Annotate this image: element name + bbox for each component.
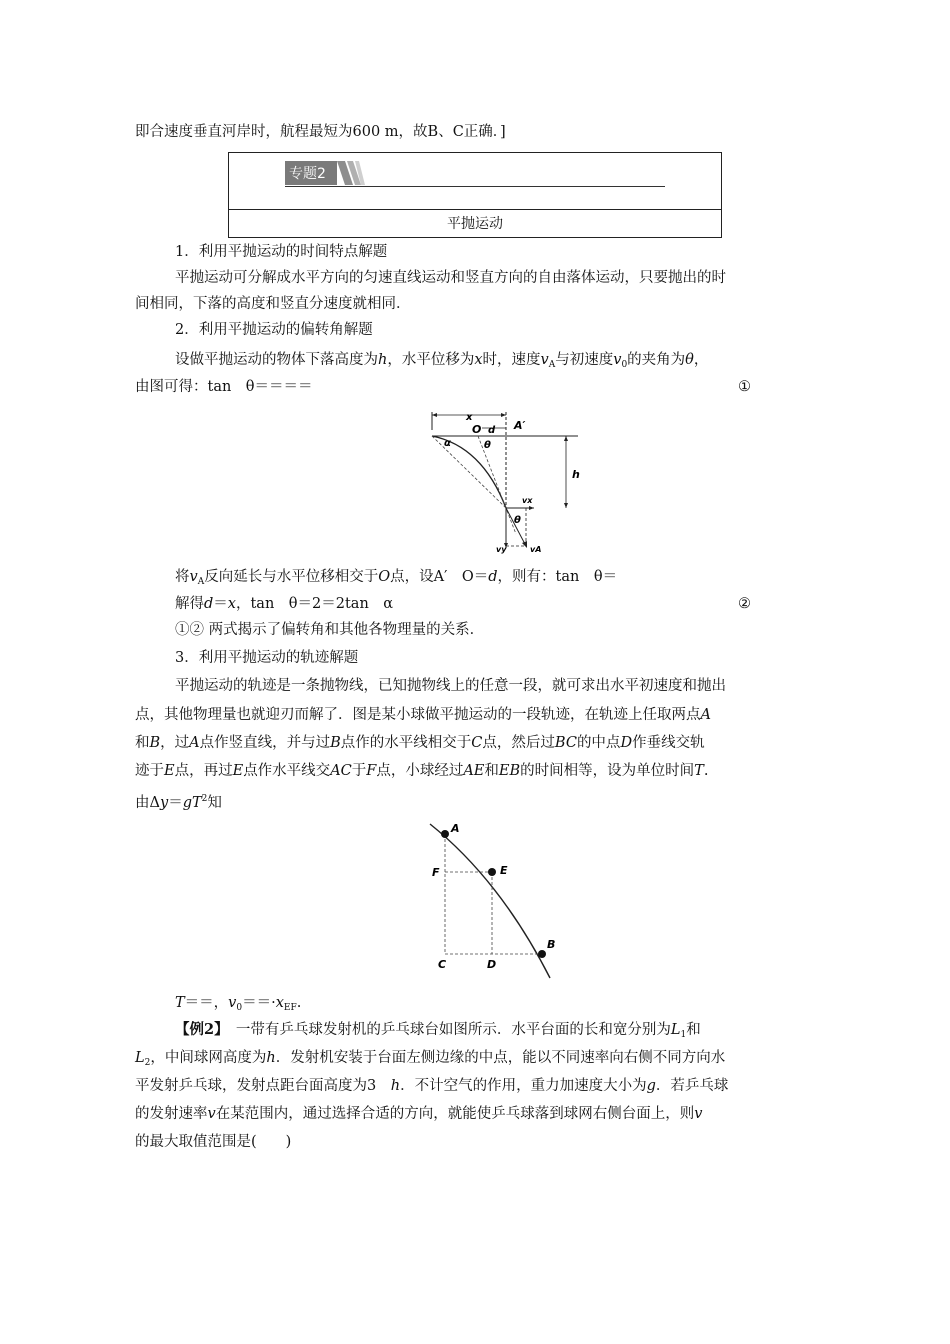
fig2-label-C: C: [438, 958, 447, 971]
topic-banner: [285, 161, 365, 185]
fig1-label-theta2: θ: [514, 515, 521, 526]
fig1-label-theta1: θ: [484, 440, 491, 451]
section-1-para-line-2: 间相同，下落的高度和竖直分速度就相同．: [135, 296, 411, 312]
fig1-label-vy: vy: [496, 545, 507, 554]
fig2-label-D: D: [487, 958, 497, 971]
section-3-para-line-5: 由$\Delta y=gT^2$知: [135, 794, 222, 811]
section-2-para-line-4: 解得d＝x，tan θ＝2＝2tan α: [175, 596, 394, 612]
fig1-label-x: x: [466, 412, 473, 423]
formula-T-v0: T＝＝，$v_0==\cdot x_{EF}$.: [175, 995, 302, 1013]
topic-banner-text: 专题2: [289, 166, 326, 182]
example-2-line-2: $L_2$，中间球网高度为h．发射机安装于台面左侧边缘的中点，能以不同速率向右侧不同方向水: [135, 1050, 726, 1068]
section-2-para-line-2: 由图可得：tan θ＝＝＝＝: [135, 379, 313, 395]
fig2-label-B: B: [547, 938, 556, 951]
equation-mark-1: ①: [738, 379, 751, 395]
example-2-line-4: 的发射速率v在某范围内，通过选择合适的方向，就能使乒乓球落到球网右侧台面上，则v: [135, 1106, 703, 1122]
fig1-label-alpha: α: [444, 438, 451, 449]
example-2-label: 【例2】: [175, 1021, 222, 1038]
section-2-para-line-3: 将$v_A$反向延长与水平位移相交于O点，设A′ O＝d，则有：tan θ＝: [175, 569, 618, 587]
topic-header-box: [228, 152, 722, 238]
section-1-heading: 1．利用平抛运动的时间特点解题: [175, 244, 388, 260]
fig2-label-F: F: [432, 866, 440, 879]
fig1-label-vx: vx: [522, 496, 533, 505]
example-2-line-3: 平发射乒乓球，发射点距台面高度为3 h．不计空气的作用，重力加速度大小为g．若乒乓球: [135, 1078, 729, 1094]
fig1-label-vA: vA: [530, 545, 542, 554]
figure-deflection-angle: [426, 406, 586, 556]
banner-underline: [285, 186, 665, 187]
example-2-line-5: 的最大取值范围是( ): [135, 1134, 292, 1150]
section-3-para-line-3: 和B，过A点作竖直线，并与过B点作的水平线相交于C点，然后过BC的中点D作垂线交轨: [135, 735, 705, 751]
figure-trajectory: [420, 820, 570, 980]
fig2-label-E: E: [500, 864, 508, 877]
section-3-para-line-4: 迹于E点，再过E点作水平线交AC于F点，小球经过AE和EB的时间相等，设为单位时间T.: [135, 763, 709, 779]
section-3-heading: 3．利用平抛运动的轨迹解题: [175, 650, 359, 666]
section-3-para-line-1: 平抛运动的轨迹是一条抛物线，已知抛物线上的任意一段，就可求出水平初速度和抛出: [175, 678, 726, 694]
section-3-para-line-2: 点，其他物理量也就迎刃而解了．图是某小球做平抛运动的一段轨迹，在轨迹上任取两点A: [135, 707, 711, 723]
section-2-para-line-5: ①② 两式揭示了偏转角和其他各物理量的关系．: [175, 622, 485, 638]
fig1-label-h: h: [572, 468, 580, 481]
paragraph-top: 即合速度垂直河岸时，航程最短为600 m，故B、C正确．]: [135, 124, 506, 140]
fig1-label-d: d: [488, 425, 496, 436]
equation-mark-2: ②: [738, 596, 751, 612]
fig2-label-A: A: [451, 822, 460, 835]
section-2-para-line-1: 设做平抛运动的物体下落高度为h，水平位移为x时，速度$v_A$与初速度$v_0$的夹角为θ，: [175, 352, 709, 370]
section-2-heading: 2．利用平抛运动的偏转角解题: [175, 322, 373, 338]
topic-title: 平抛运动: [447, 216, 503, 232]
fig1-label-O: O: [472, 423, 482, 436]
section-1-para-line-1: 平抛运动可分解成水平方向的匀速直线运动和竖直方向的自由落体运动，只要抛出的时: [175, 270, 726, 286]
example-2-line-1: 【例2】 一带有乒乓球发射机的乒乓球台如图所示．水平台面的长和宽分别为$L_1$和: [175, 1021, 701, 1040]
fig1-label-Aprime: A′: [514, 419, 526, 432]
